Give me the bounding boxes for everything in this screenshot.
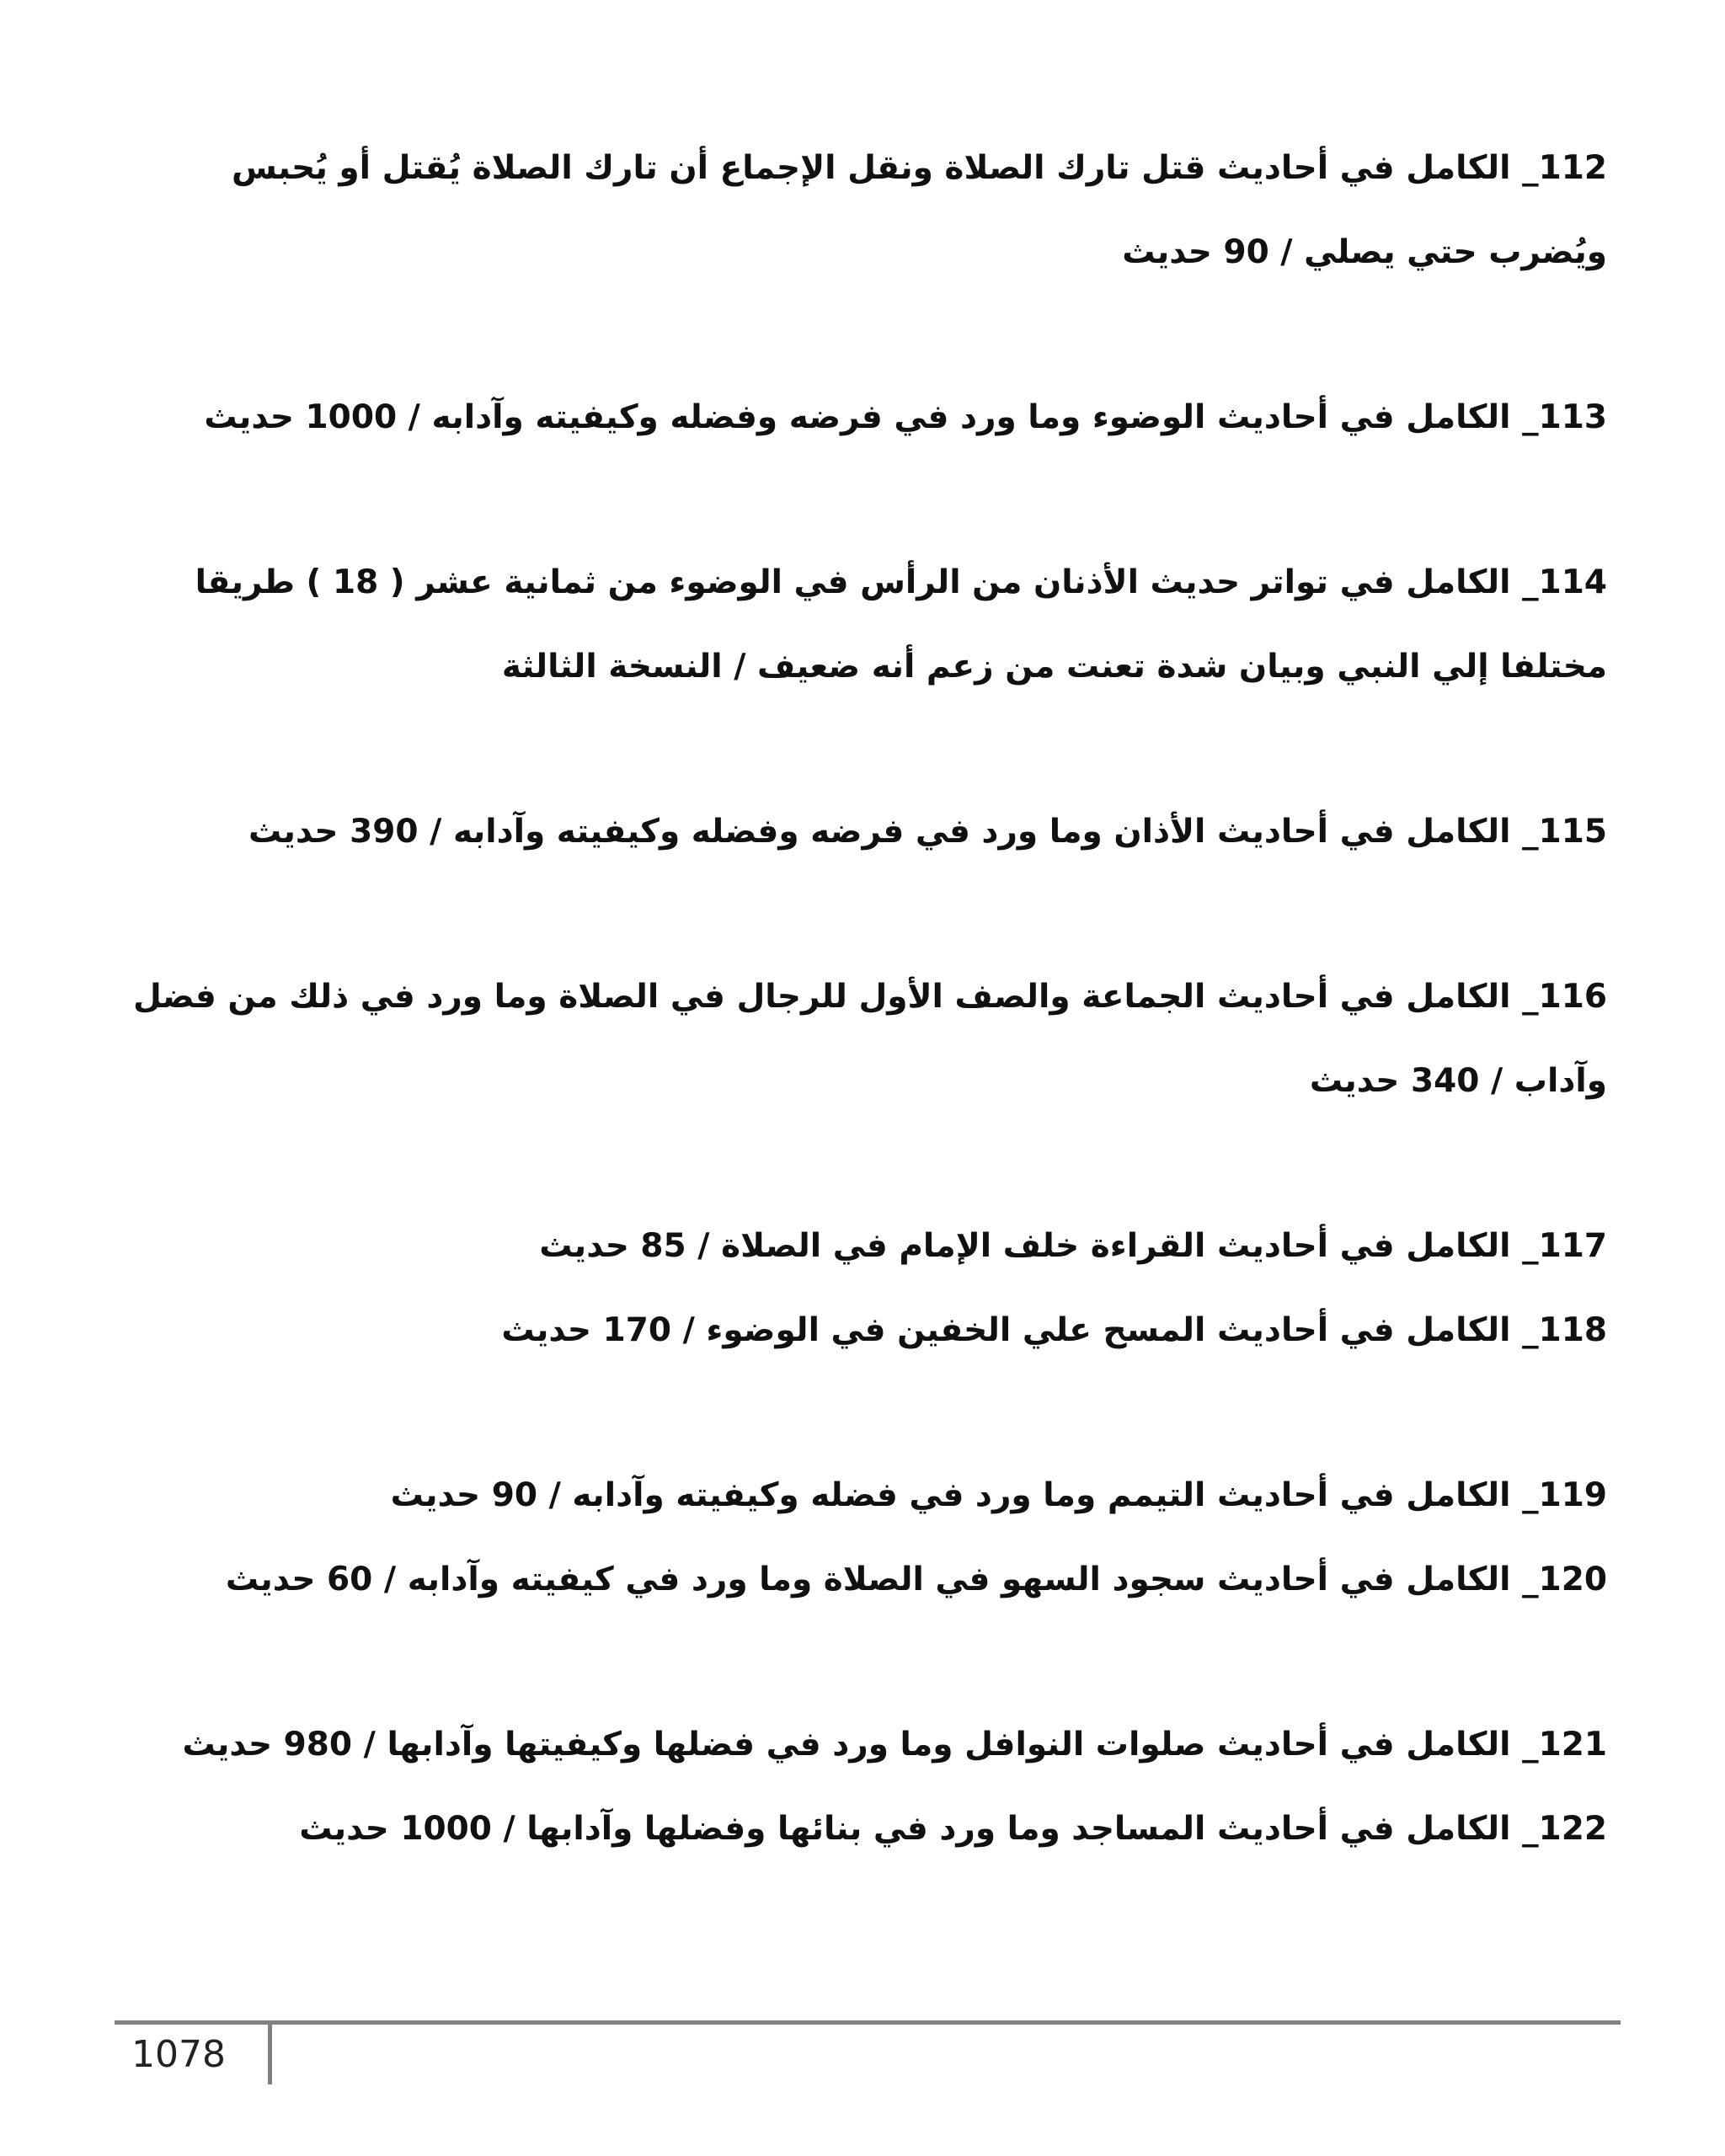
book-entry-114: 114_ الكامل في تواتر حديث الأذنان من الرأس في الوضوء من ثمانية عشر ( 18 ) طريقا مختلفا إلي النبي وبيان شدة تعنت من زعم أنه ضعيف / النسخة الثالثة	[195, 563, 1607, 686]
book-entry-121: 121_ الكامل في أحاديث صلوات النوافل وما ورد في فضلها وكيفيتها وآدابها / 980 حديث	[182, 1726, 1607, 1764]
footer-divider-tick	[268, 2024, 272, 2084]
book-entry-119: 119_ الكامل في أحاديث التيمم وما ورد في فضله وكيفيته وآدابه / 90 حديث	[390, 1476, 1607, 1514]
book-entry-118: 118_ الكامل في أحاديث المسح علي الخفين في الوضوء / 170 حديث	[501, 1311, 1607, 1349]
book-entry-122: 122_ الكامل في أحاديث المساجد وما ورد في بنائها وفضلها وآدابها / 1000 حديث	[299, 1810, 1607, 1848]
book-entry-115: 115_ الكامل في أحاديث الأذان وما ورد في فرضه وفضله وكيفيته وآدابه / 390 حديث	[248, 813, 1607, 851]
book-entry-116: 116_ الكامل في أحاديث الجماعة والصف الأول للرجال في الصلاة وما ورد في ذلك من فضل وآداب / 340 حديث	[133, 978, 1607, 1100]
book-entry-112: 112_ الكامل في أحاديث قتل تارك الصلاة ونقل الإجماع أن تارك الصلاة يُقتل أو يُحبس ويُضرب حتي يصلي / 90 حديث	[232, 149, 1607, 271]
book-entry-117: 117_ الكامل في أحاديث القراءة خلف الإمام في الصلاة / 85 حديث	[539, 1227, 1607, 1265]
footer-divider	[115, 2020, 1621, 2025]
page-number: 1078	[131, 2033, 226, 2076]
book-entry-120: 120_ الكامل في أحاديث سجود السهو في الصلاة وما ورد في كيفيته وآدابه / 60 حديث	[225, 1561, 1607, 1598]
book-list	[108, 126, 1607, 1871]
book-entry-113: 113_ الكامل في أحاديث الوضوء وما ورد في فرضه وفضله وكيفيته وآدابه / 1000 حديث	[204, 398, 1607, 436]
